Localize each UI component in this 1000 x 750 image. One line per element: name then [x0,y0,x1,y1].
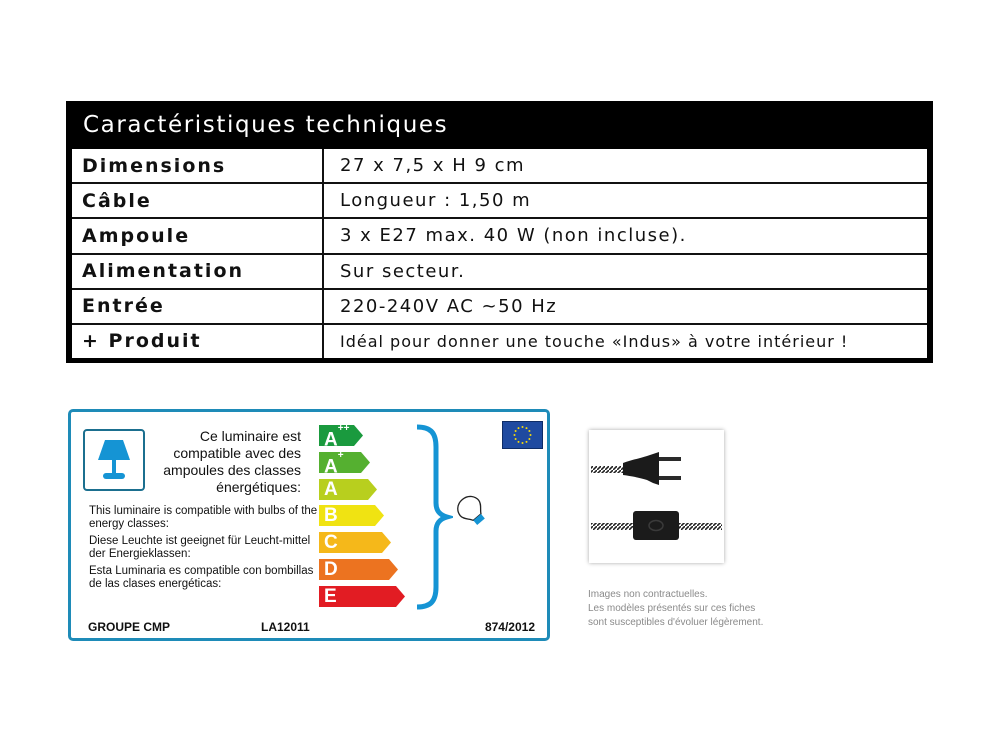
bulb-icon [456,494,488,528]
eu-flag-icon [502,421,543,449]
label-text-multilingual [89,505,319,595]
row-value: Idéal pour donner une touche «Indus» à votre intérieur ! [340,331,849,351]
label-text-en: This luminaire is compatible with bulbs of the energy classes: [89,505,318,530]
label-text-de: Diese Leuchte ist geeignet für Leucht-mittel der Energieklassen: [89,535,311,560]
spec-table [66,101,933,363]
energy-class-a: A [319,479,405,500]
row-value: 220-240V AC ~50 Hz [340,295,558,317]
product-photo [589,430,724,563]
row-value: 27 x 7,5 x H 9 cm [340,155,526,177]
row-value: Longueur : 1,50 m [340,190,532,212]
energy-class-c: C [319,532,405,553]
energy-class-e: E [319,586,405,607]
row-label: + Produit [72,325,324,358]
power-cord-image [589,430,724,563]
table-lamp-icon [83,429,145,491]
energy-label [68,409,550,641]
disclaimer-text: Images non contractuelles. Les modèles présentés sur ces fiches sont susceptibles d'évoluer légèrement. [588,589,764,628]
energy-class-scale [319,425,405,613]
row-label: Entrée [72,290,324,323]
table-row [72,323,927,358]
model-number: LA12011 [261,620,310,634]
row-label: Câble [72,184,324,217]
supplier-name: GROUPE CMP [88,620,171,634]
energy-class-app: A++ [319,425,405,446]
table-row [72,149,927,182]
label-text-es: Esta Luminaria es compatible con bombillas de las clases energéticas: [89,565,314,590]
energy-class-d: D [319,559,405,580]
energy-class-b: B [319,505,405,526]
brace-icon [413,423,453,611]
row-label: Ampoule [72,219,324,252]
spec-table-body [72,149,927,358]
regulation-number: 874/2012 [484,620,535,634]
row-label: Alimentation [72,255,324,288]
table-row [72,288,927,323]
label-text-fr: Ce luminaire est compatible avec des ampoules des classes énergétiques: [163,428,301,495]
spec-table-title: Caractéristiques techniques [83,112,449,138]
energy-class-ap: A+ [319,452,405,473]
table-row [72,253,927,288]
row-value: 3 x E27 max. 40 W (non incluse). [340,225,687,247]
table-row [72,182,927,217]
row-label: Dimensions [72,149,324,182]
row-value: Sur secteur. [340,260,466,282]
table-row [72,217,927,252]
